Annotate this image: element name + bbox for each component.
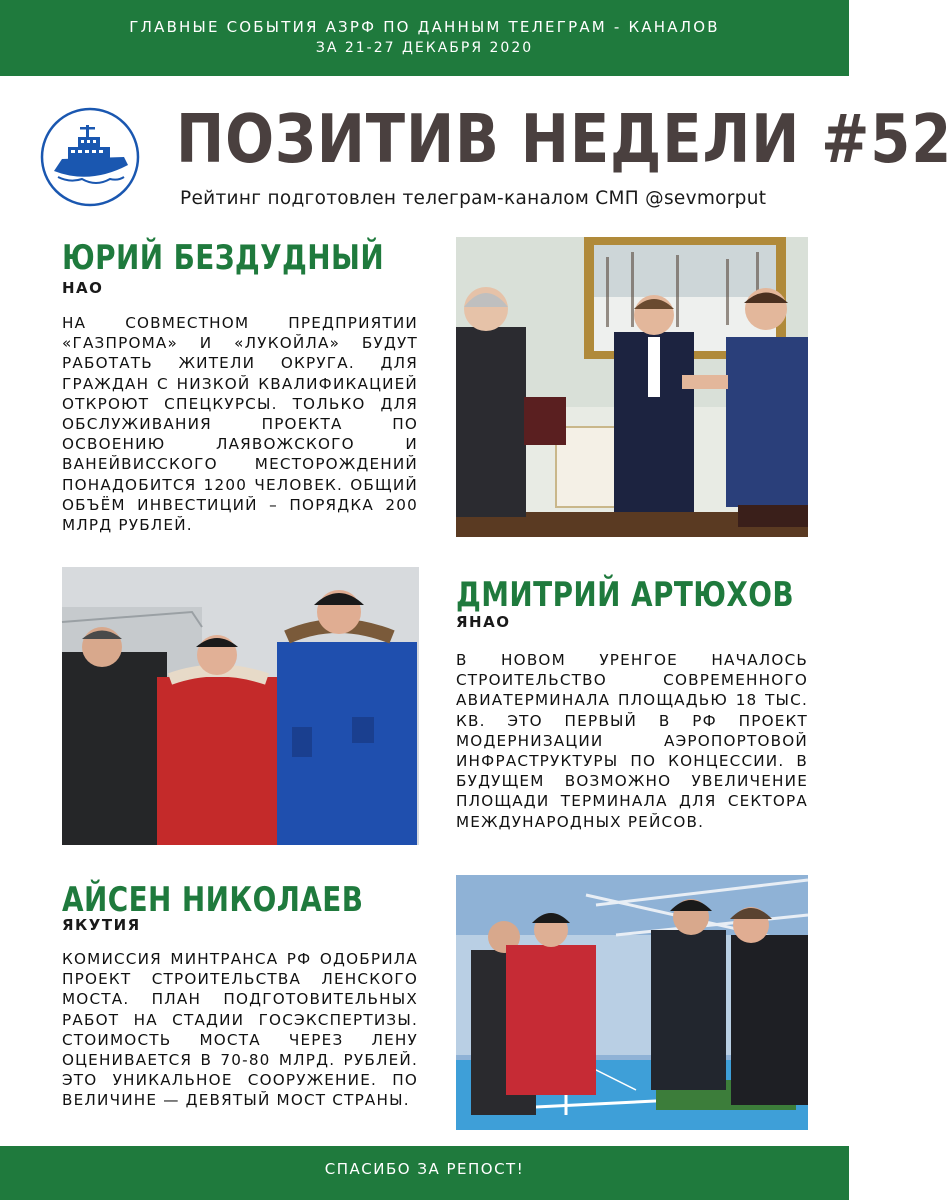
section-text: В НОВОМ УРЕНГОЕ НАЧАЛОСЬ СТРОИТЕЛЬСТВО СОВРЕМЕННОГО АВИАТЕРМИНАЛА ПЛОЩАДЬЮ 18 ТЫС. КВ. ЭТО ПЕРВЫЙ В РФ ПРОЕКТ МОДЕРНИЗАЦИИ АЭРОПОРТОВОЙ ИНФРАСТРУКТУРЫ ПО КОНЦЕССИИ. В БУДУЩЕМ ВОЗМОЖНО УВЕЛИЧЕНИЕ ПЛОЩАДИ ТЕРМИНАЛА ДЛЯ СЕКТОРА МЕЖДУНАРОДНЫХ РЕЙСОВ. xyxy=(456,651,808,831)
footer-text: СПАСИБО ЗА РЕПОСТ! xyxy=(324,1160,525,1178)
header-bar xyxy=(0,0,849,76)
page-subtitle: Рейтинг подготовлен телеграм-каналом СМП @sevmorput xyxy=(180,188,767,209)
header-line-2: ЗА 21-27 ДЕКАБРЯ 2020 xyxy=(315,40,534,56)
person-region: НАО xyxy=(62,279,104,297)
page-title: ПОЗИТИВ НЕДЕЛИ #52 xyxy=(176,100,952,178)
person-name: ЮРИЙ БЕЗДУДНЫЙ xyxy=(62,238,385,278)
signing-ceremony-photo xyxy=(456,237,808,537)
bridge-model-photo xyxy=(456,875,808,1130)
airport-construction-photo xyxy=(62,567,419,845)
section-text: НА СОВМЕСТНОМ ПРЕДПРИЯТИИ «ГАЗПРОМА» И «ЛУКОЙЛА» БУДУТ РАБОТАТЬ ЖИТЕЛИ ОКРУГА. ДЛЯ ГРАЖДАН С НИЗКОЙ КВАЛИФИКАЦИЕЙ ОТКРОЮТ СПЕЦКУРСЫ. ТОЛЬКО ДЛЯ ОБСЛУЖИВАНИЯ ПРОЕКТА ПО ОСВОЕНИЮ ЛАЯВОЖСКОГО И ВАНЕЙВИССКОГО МЕСТОРОЖДЕНИЙ ПОНАДОБИТСЯ 1200 ЧЕЛОВЕК. ОБЩИЙ ОБЪЁМ ИНВЕСТИЦИЙ – ПОРЯДКА 200 МЛРД РУБЛЕЙ. xyxy=(62,314,418,535)
header-line-1: ГЛАВНЫЕ СОБЫТИЯ АЗРФ ПО ДАННЫМ ТЕЛЕГРАМ - КАНАЛОВ xyxy=(129,18,720,36)
person-name: ДМИТРИЙ АРТЮХОВ xyxy=(456,575,795,615)
person-region: ЯНАО xyxy=(456,613,511,631)
person-region: ЯКУТИЯ xyxy=(62,916,141,934)
footer-bar xyxy=(0,1146,849,1200)
icebreaker-logo-icon xyxy=(40,107,140,207)
section-text: КОМИССИЯ МИНТРАНСА РФ ОДОБРИЛА ПРОЕКТ СТРОИТЕЛЬСТВА ЛЕНСКОГО МОСТА. ПЛАН ПОДГОТОВИТЕЛЬНЫХ РАБОТ НА СТАДИИ ГОСЭКСПЕРТИЗЫ. СТОИМОСТЬ МОСТА ЧЕРЕЗ ЛЕНУ ОЦЕНИВАЕТСЯ В 70-80 МЛРД. РУБЛЕЙ. ЭТО УНИКАЛЬНОЕ СООРУЖЕНИЕ. ПО ВЕЛИЧИНЕ — ДЕВЯТЫЙ МОСТ СТРАНЫ. xyxy=(62,950,418,1110)
person-name: АЙСЕН НИКОЛАЕВ xyxy=(62,880,364,920)
